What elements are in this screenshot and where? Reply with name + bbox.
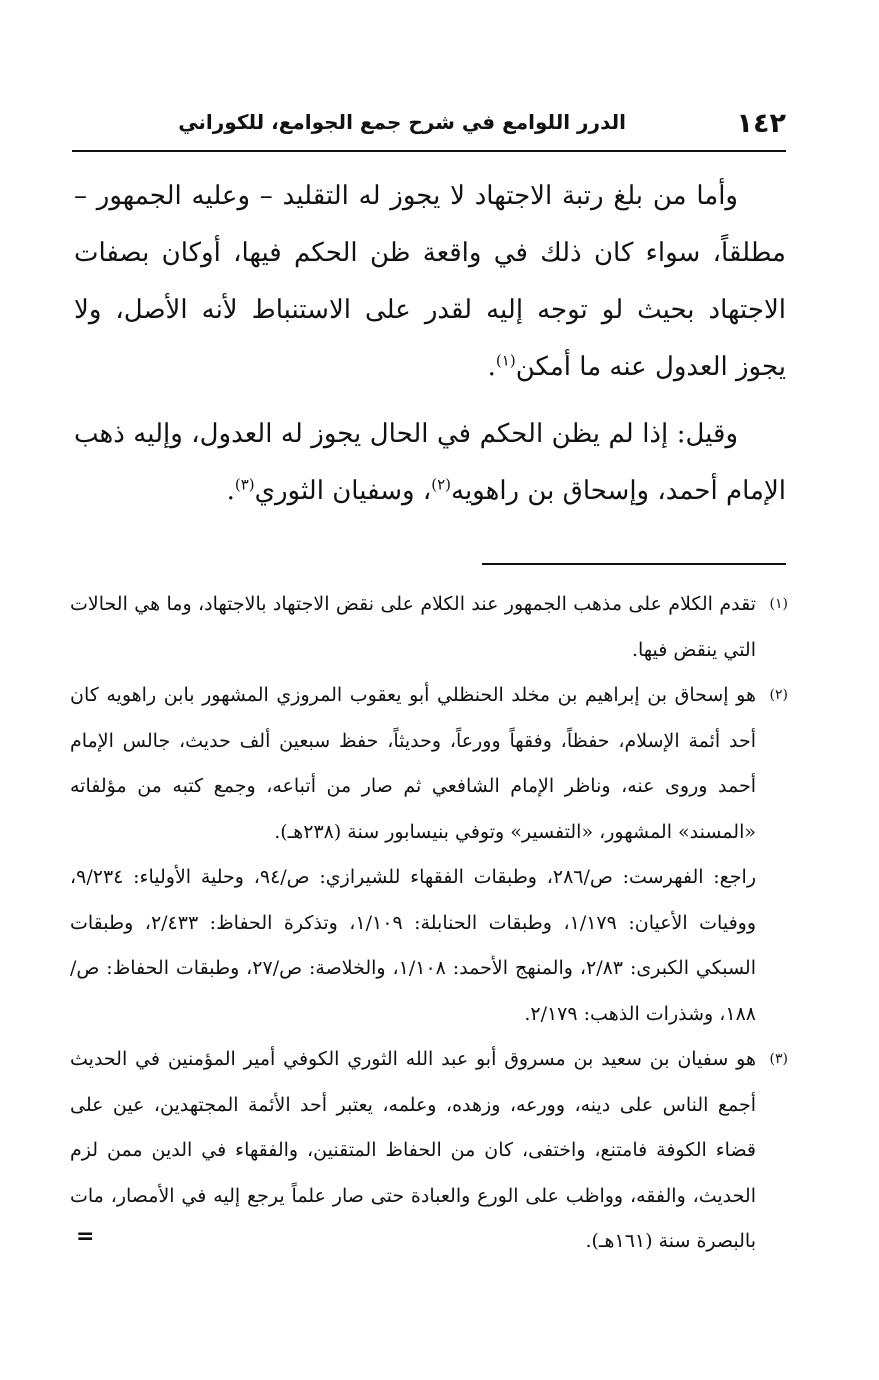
footnote-2 [70,673,788,1037]
footnote-text: تقدم الكلام على مذهب الجمهور عند الكلام على نقض الاجتهاد بالاجتهاد، وما هي الحالات التي ينقض فيها. [70,593,756,661]
body-paragraph [74,168,786,396]
main-text [74,168,786,520]
footnote-separator [482,563,786,565]
footnote-1 [70,582,788,673]
sentence-end: . [226,476,235,506]
footnote-number: (٣) [769,1051,788,1067]
body-paragraph [74,406,786,520]
body-paragraph-text: ، وسفيان الثوري [254,476,432,506]
footnote-3 [70,1037,788,1265]
header-rule [72,150,786,152]
footnote-text: هو إسحاق بن إبراهيم بن مخلد الحنظلي أبو يعقوب المروزي المشهور بابن راهويه كان أحد أئمة الإسلام، حفظاً، وفقهاً وورعاً، وحديثاً، حفظ سبعين ألف حديث، جالس الإمام أحمد وروى عنه، وناظر الإمام الشافعي ثم صار من أتباعه، وجمع كتبه من مؤلفاته «المسند» المشهور، «التفسير» وتوفي بنيسابور سنة (٢٣٨هـ). [70,684,756,843]
footnote-reference: (٣) [234,475,255,494]
footnote-references: راجع: الفهرست: ص/٢٨٦، وطبقات الفقهاء للشيرازي: ص/٩٤، وحلية الأولياء: ٩/٢٣٤، ووفيات الأعيان: ١/١٧٩، وطبقات الحنابلة: ١/١٠٩، وتذكرة الحفاظ: ٢/٤٣٣، وطبقات السبكي الكبرى: ٢/٨٣، والمنهج الأحمد: ١/١٠٨، والخلاصة: ص/٢٧، وطبقات الحفاظ: ص/١٨٨، وشذرات الذهب: ٢/١٧٩. [70,866,756,1025]
footnote-number: (٢) [769,687,788,703]
body-paragraph-text: وأما من بلغ رتبة الاجتهاد لا يجوز له التقليد – وعليه الجمهور – مطلقاً، سواء كان ذلك في واقعة ظن الحكم فيها، أوكان بصفات الاجتهاد بحيث لو توجه إليه لقدر على الاستنباط لأنه الأصل، ولا يجوز العدول عنه ما أمكن [74,181,786,382]
footnote-reference: (٢) [431,475,451,494]
running-title: الدرر اللوامع في شرح جمع الجوامع، للكوراني [178,110,626,134]
continuation-mark: = [76,1224,95,1249]
footnote-text: هو سفيان بن سعيد بن مسروق أبو عبد الله الثوري الكوفي أمير المؤمنين في الحديث أجمع الناس على دينه، وورعه، وزهده، وعلمه، يعتبر أحد الأئمة المجتهدين، عين على قضاء الكوفة فامتنع، واختفى، كان من الحفاظ المتقنين، والفقهاء في الدين ممن لزم الحديث، والفقه، وواظب على الورع والعبادة حتى صار علماً يرجع إليه في الأمصار، مات بالبصرة سنة (١٦١هـ). [70,1048,756,1252]
sentence-end: . [487,352,496,382]
footnote-number: (١) [769,596,788,612]
body-paragraph-text: وقيل: إذا لم يظن الحكم في الحال يجوز له العدول، وإليه ذهب الإمام أحمد، وإسحاق بن راهويه [74,419,786,506]
footnotes [70,582,788,1265]
page-number: ١٤٢ [736,108,786,139]
footnote-body [70,673,756,1037]
footnote-reference: (١) [495,351,516,370]
page-header [72,104,786,150]
